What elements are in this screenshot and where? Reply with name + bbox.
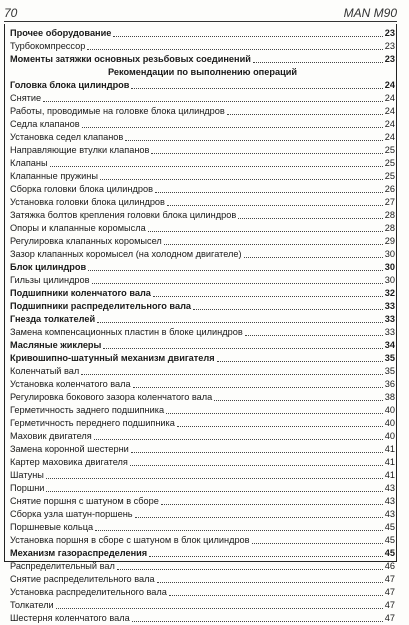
toc-entry-title: Масляные жиклеры	[10, 340, 102, 350]
toc-entry-title: Подшипники коленчатого вала	[10, 288, 151, 298]
toc-leader-dots	[95, 529, 383, 531]
toc-leader-dots	[94, 438, 383, 440]
toc-entry	[10, 495, 395, 508]
toc-entry-title: Коленчатый вал	[10, 366, 80, 376]
toc-leader-dots	[252, 542, 383, 544]
toc-entry-page: 30	[384, 275, 395, 285]
toc-entry-page: 47	[384, 600, 395, 610]
toc-leader-dots	[227, 113, 383, 115]
toc-entry	[10, 261, 395, 274]
toc-entry	[10, 365, 395, 378]
toc-leader-dots	[50, 165, 383, 167]
toc-entry-title: Моменты затяжки основных резьбовых соединений	[10, 54, 251, 64]
toc-entry	[10, 53, 395, 66]
toc-entry	[10, 196, 395, 209]
toc-entry-page: 32	[384, 288, 395, 298]
toc-entry-title: Турбокомпрессор	[10, 41, 86, 51]
toc-entry-title: Снятие поршня с шатуном в сборе	[10, 496, 159, 506]
toc-leader-dots	[131, 451, 383, 453]
toc-entry-title: Установка головки блока цилиндров	[10, 197, 165, 207]
toc-entry-page: 45	[384, 535, 395, 545]
toc-entry	[10, 105, 395, 118]
toc-entry-title: Сборка головки блока цилиндров	[10, 184, 153, 194]
toc-entry-page: 27	[384, 197, 395, 207]
toc-entry	[10, 92, 395, 105]
toc-leader-dots	[217, 360, 383, 362]
toc-entry-page: 24	[384, 93, 395, 103]
toc-entry-page: 47	[384, 613, 395, 623]
toc-entry	[10, 378, 395, 391]
toc-leader-dots	[46, 490, 382, 492]
toc-entry-title: Поршни	[10, 483, 45, 493]
toc-entry-page: 23	[384, 41, 395, 51]
toc-leader-dots	[151, 152, 382, 154]
toc-entry	[10, 300, 395, 313]
toc-leader-dots	[155, 191, 383, 193]
toc-leader-dots	[167, 204, 383, 206]
toc-entry-page: 30	[384, 262, 395, 272]
toc-entry-page: 24	[384, 106, 395, 116]
toc-entry	[10, 339, 395, 352]
toc-entry	[10, 404, 395, 417]
toc-entry-title: Толкатели	[10, 600, 54, 610]
toc-entry-page: 43	[384, 509, 395, 519]
toc-entry	[10, 508, 395, 521]
toc-entry-page: 23	[384, 28, 395, 38]
toc-leader-dots	[125, 139, 382, 141]
toc-entry-page: 33	[384, 327, 395, 337]
toc-leader-dots	[132, 620, 383, 622]
toc-entry-page: 28	[384, 223, 395, 233]
toc-entry-title: Герметичность переднего подшипника	[10, 418, 175, 428]
toc-entry	[10, 586, 395, 599]
toc-entry-page: 23	[384, 54, 395, 64]
toc-entry	[10, 521, 395, 534]
toc-leader-dots	[135, 516, 383, 518]
toc-leader-dots	[193, 308, 383, 310]
toc-entry-title: Гильзы цилиндров	[10, 275, 90, 285]
toc-entry	[10, 274, 395, 287]
toc-entry-page: 25	[384, 145, 395, 155]
toc-entry	[10, 547, 395, 560]
toc-leader-dots	[97, 321, 383, 323]
toc-entry-page: 33	[384, 314, 395, 324]
toc-entry	[10, 157, 395, 170]
toc-entry-title: Регулировка клапанных коромысел	[10, 236, 162, 246]
toc-entry-title: Зазор клапанных коромысел (на холодном двигателе)	[10, 249, 242, 259]
toc-entry-page: 35	[384, 353, 395, 363]
toc-entry	[10, 612, 395, 625]
toc-entry-page: 41	[384, 457, 395, 467]
toc-leader-dots	[131, 87, 382, 89]
book-title: MAN M90	[343, 6, 397, 20]
toc-entry	[10, 573, 395, 586]
toc-entry-title: Головка блока цилиндров	[10, 80, 130, 90]
toc-entry	[10, 40, 395, 53]
toc-entry	[10, 469, 395, 482]
toc-leader-dots	[43, 100, 383, 102]
toc-entry-page: 40	[384, 418, 395, 428]
toc-entry-title: Опоры и клапанные коромысла	[10, 223, 146, 233]
toc-entry-page: 26	[384, 184, 395, 194]
toc-entry-page: 28	[384, 210, 395, 220]
toc-leader-dots	[149, 555, 383, 557]
page-number: 70	[4, 6, 18, 20]
toc-entry	[10, 235, 395, 248]
toc-entry-title: Установка поршня в сборе с шатуном в блок цилиндров	[10, 535, 250, 545]
toc-leader-dots	[245, 334, 383, 336]
toc-entry-page: 38	[384, 392, 395, 402]
toc-leader-dots	[92, 282, 383, 284]
toc-leader-dots	[82, 126, 383, 128]
toc-leader-dots	[81, 373, 383, 375]
toc-leader-dots	[166, 412, 383, 414]
toc-leader-dots	[100, 178, 383, 180]
toc-entry-page: 43	[384, 496, 395, 506]
toc-entry-page: 40	[384, 431, 395, 441]
toc-leader-dots	[161, 503, 383, 505]
toc-entry-page: 35	[384, 366, 395, 376]
toc-entry-title: Шестерня коленчатого вала	[10, 613, 130, 623]
toc-entry-page: 40	[384, 405, 395, 415]
toc-entry-title: Маховик двигателя	[10, 431, 92, 441]
toc-entry-title: Снятие распределительного вала	[10, 574, 155, 584]
toc-entry	[10, 287, 395, 300]
toc-entry-title: Механизм газораспределения	[10, 548, 148, 558]
toc-entry	[10, 144, 395, 157]
toc-entry-page: 41	[384, 444, 395, 454]
table-of-contents	[10, 27, 395, 625]
toc-leader-dots	[133, 386, 383, 388]
toc-entry-page: 43	[384, 483, 395, 493]
toc-entry-title: Кривошипно-шатунный механизм двигателя	[10, 353, 215, 363]
toc-entry-page: 45	[384, 548, 395, 558]
toc-entry-page: 45	[384, 522, 395, 532]
toc-entry-page: 25	[384, 158, 395, 168]
toc-entry-title: Седла клапанов	[10, 119, 80, 129]
toc-entry	[10, 599, 395, 612]
toc-entry-title: Снятие	[10, 93, 42, 103]
toc-entry-title: Шатуны	[10, 470, 44, 480]
toc-entry-page: 24	[384, 80, 395, 90]
toc-entry	[10, 326, 395, 339]
toc-entry-title: Клапанные пружины	[10, 171, 98, 181]
toc-entry-title: Картер маховика двигателя	[10, 457, 128, 467]
toc-entry	[10, 443, 395, 456]
toc-entry	[10, 430, 395, 443]
toc-entry	[10, 222, 395, 235]
toc-entry-title: Клапаны	[10, 158, 48, 168]
toc-entry-page: 47	[384, 587, 395, 597]
toc-leader-dots	[244, 256, 383, 258]
toc-entry-title: Герметичность заднего подшипника	[10, 405, 165, 415]
toc-leader-dots	[214, 399, 383, 401]
toc-entry	[10, 417, 395, 430]
toc-entry	[10, 391, 395, 404]
toc-entry-title: Рекомендации по выполнению операций	[107, 67, 298, 77]
toc-entry-title: Замена коронной шестерни	[10, 444, 129, 454]
toc-leader-dots	[238, 217, 383, 219]
toc-entry-page: 30	[384, 249, 395, 259]
toc-entry-page: 24	[384, 119, 395, 129]
toc-entry-title: Распределительный вал	[10, 561, 115, 571]
toc-entry	[10, 131, 395, 144]
toc-leader-dots	[177, 425, 383, 427]
toc-entry-page: 46	[384, 561, 395, 571]
toc-entry	[10, 313, 395, 326]
toc-entry-title: Поршневые кольца	[10, 522, 94, 532]
toc-entry-page: 36	[384, 379, 395, 389]
toc-leader-dots	[88, 269, 383, 271]
toc-entry-page: 25	[384, 171, 395, 181]
toc-entry	[10, 170, 395, 183]
toc-leader-dots	[113, 35, 382, 37]
toc-entry-title: Регулировка бокового зазора коленчатого вала	[10, 392, 213, 402]
toc-leader-dots	[130, 464, 383, 466]
toc-entry	[10, 482, 395, 495]
toc-leader-dots	[87, 48, 382, 50]
toc-entry-title: Установка распределительного вала	[10, 587, 167, 597]
toc-entry-page: 34	[384, 340, 395, 350]
toc-leader-dots	[46, 477, 383, 479]
toc-entry-title: Гнезда толкателей	[10, 314, 96, 324]
toc-entry-title: Направляющие втулки клапанов	[10, 145, 150, 155]
toc-entry	[10, 27, 395, 40]
toc-leader-dots	[103, 347, 382, 349]
toc-leader-dots	[169, 594, 383, 596]
toc-entry	[10, 560, 395, 573]
toc-entry-page: 33	[384, 301, 395, 311]
toc-entry-title: Прочее оборудование	[10, 28, 112, 38]
page-header	[4, 4, 397, 20]
toc-entry-title: Подшипники распределительного вала	[10, 301, 192, 311]
toc-entry	[10, 79, 395, 92]
toc-entry	[10, 248, 395, 261]
toc-leader-dots	[148, 230, 383, 232]
toc-entry-title: Блок цилиндров	[10, 262, 87, 272]
toc-entry	[10, 534, 395, 547]
toc-entry-title: Затяжка болтов крепления головки блока цилиндров	[10, 210, 237, 220]
toc-entry-page: 24	[384, 132, 395, 142]
toc-entry-title: Работы, проводимые на головке блока цилиндров	[10, 106, 225, 116]
toc-entry-title: Сборка узла шатун-поршень	[10, 509, 133, 519]
toc-entry-title: Установка коленчатого вала	[10, 379, 131, 389]
toc-leader-dots	[253, 61, 383, 63]
toc-leader-dots	[164, 243, 383, 245]
toc-entry-title: Установка седел клапанов	[10, 132, 124, 142]
header-rule	[4, 21, 397, 22]
toc-entry	[10, 352, 395, 365]
toc-entry-page: 41	[384, 470, 395, 480]
toc-entry	[10, 209, 395, 222]
toc-entry	[10, 456, 395, 469]
toc-entry-page: 29	[384, 236, 395, 246]
toc-leader-dots	[56, 607, 383, 609]
toc-entry-title: Замена компенсационных пластин в блоке цилиндров	[10, 327, 243, 337]
toc-section-heading	[10, 66, 395, 79]
toc-entry	[10, 118, 395, 131]
toc-leader-dots	[157, 581, 383, 583]
toc-leader-dots	[153, 295, 383, 297]
toc-entry-page: 47	[384, 574, 395, 584]
toc-entry	[10, 183, 395, 196]
